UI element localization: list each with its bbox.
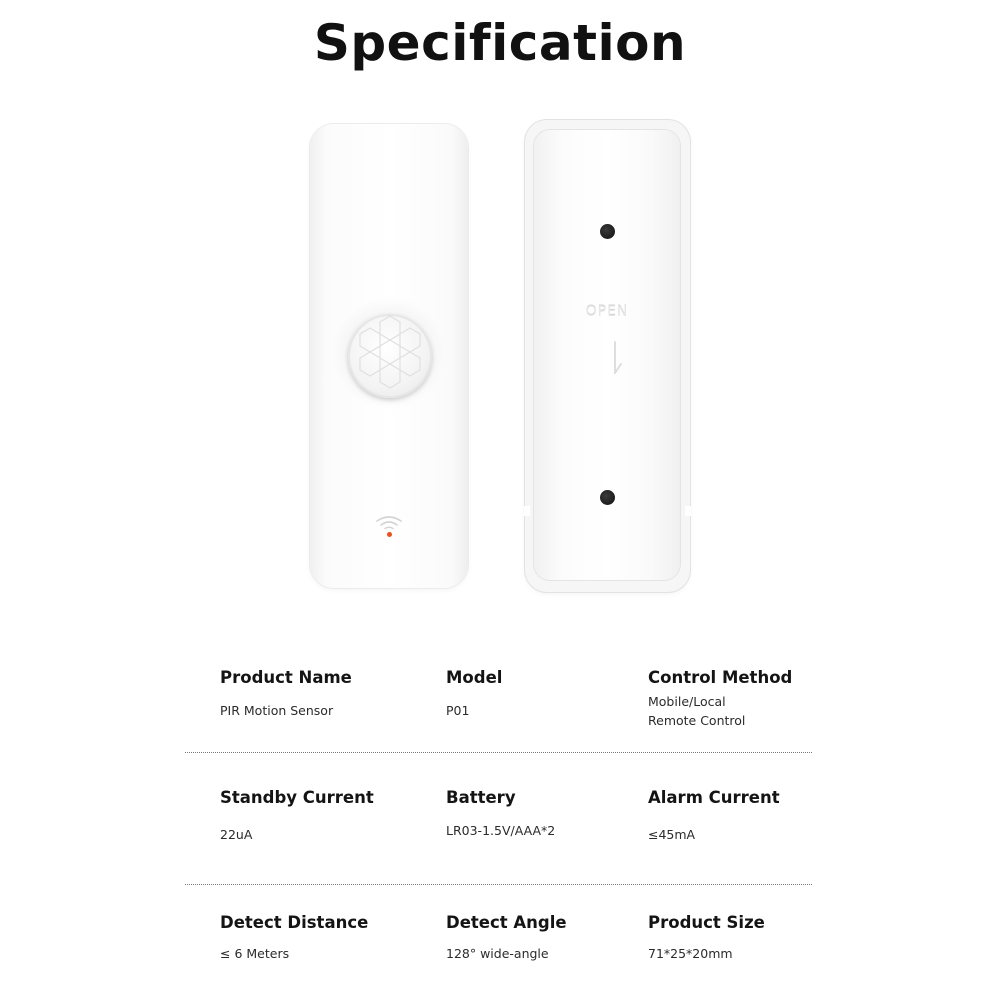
spec-value: ≤45mA: [648, 827, 696, 842]
spec-cell: [648, 668, 792, 730]
divider: [185, 884, 812, 885]
spec-value: 71*25*20mm: [648, 946, 733, 961]
sensor-back-image: [525, 120, 690, 592]
spec-label: Model: [446, 668, 503, 687]
side-notch: [524, 506, 530, 516]
spec-cell: [648, 913, 765, 963]
side-notch: [685, 506, 691, 516]
spec-value: 128° wide-angle: [446, 946, 549, 961]
spec-value: LR03-1.5V/AAA*2: [446, 823, 556, 838]
spec-label: Product Size: [648, 913, 765, 932]
spec-value: Mobile/Local: [648, 694, 726, 709]
spec-value: P01: [446, 703, 470, 718]
arrow-down-icon: [610, 340, 624, 376]
spec-value: 22uA: [220, 827, 253, 842]
screw-hole-icon: [600, 490, 615, 505]
spec-value: PIR Motion Sensor: [220, 703, 334, 718]
spec-cell: [220, 913, 368, 963]
screw-hole-icon: [600, 224, 615, 239]
spec-cell: [220, 668, 352, 720]
spec-label: Standby Current: [220, 788, 374, 807]
spec-cell: [446, 913, 567, 963]
battery-cover: [534, 130, 680, 580]
spec-cell: [648, 788, 780, 844]
status-led: [387, 532, 392, 537]
spec-cell: [446, 668, 502, 720]
spec-label: Detect Angle: [446, 913, 567, 932]
page-title: Specification: [313, 14, 687, 72]
wifi-icon: [373, 514, 405, 530]
spec-value-line2: Remote Control: [648, 713, 746, 728]
spec-label: Detect Distance: [220, 913, 369, 932]
sensor-front-image: [310, 124, 468, 588]
pir-lens-icon: [348, 314, 432, 398]
spec-label: Control Method: [648, 668, 793, 687]
spec-value: ≤ 6 Meters: [220, 946, 290, 961]
spec-label: Alarm Current: [648, 788, 780, 807]
divider: [185, 752, 812, 753]
spec-label: Battery: [446, 788, 516, 807]
spec-cell: [446, 788, 555, 840]
spec-cell: [220, 788, 374, 844]
open-label: OPEN: [585, 304, 629, 320]
spec-label: Product Name: [220, 668, 352, 687]
